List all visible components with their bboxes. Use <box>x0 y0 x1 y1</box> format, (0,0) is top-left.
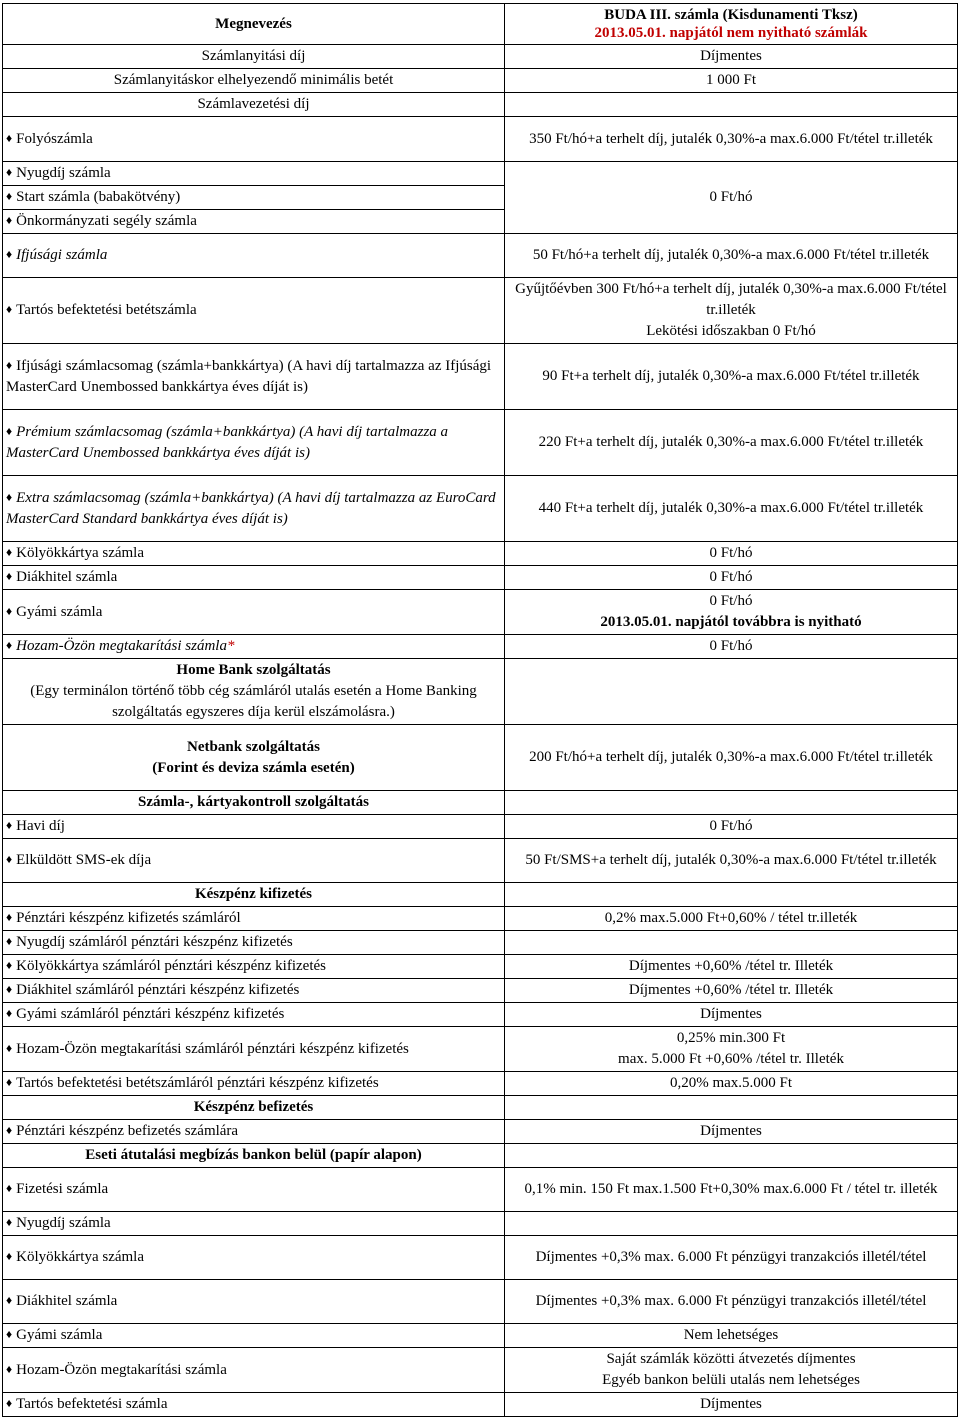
table-row <box>3 93 958 117</box>
row-value: 50 Ft/SMS+a terhelt díj, jutalék 0,30%-a max.6.000 Ft/tétel tr.illeték <box>505 839 958 883</box>
row-section-title: Készpénz kifizetés <box>3 883 505 907</box>
row-label-cell <box>3 725 505 791</box>
row-value: 0,25% min.300 Ft <box>676 1030 786 1046</box>
row-value <box>505 1144 958 1168</box>
table-row <box>3 566 958 590</box>
row-value: Díjmentes +0,3% max. 6.000 Ft pénzügyi tranzakciós illetél/tétel <box>505 1280 958 1324</box>
row-label: ♦ Prémium számlacsomag (számla+bankkártya) (A havi díj tartalmazza a MasterCard Unembossed bankkártya éves díját is) <box>3 410 505 476</box>
row-value: 440 Ft+a terhelt díj, jutalék 0,30%-a max.6.000 Ft/tétel tr.illeték <box>505 476 958 542</box>
row-label: ♦ Elküldött SMS-ek díja <box>3 839 505 883</box>
table-row <box>3 117 958 162</box>
row-value: Díjmentes +0,3% max. 6.000 Ft pénzügyi tranzakciós illetél/tétel <box>505 1236 958 1280</box>
row-value <box>505 1212 958 1236</box>
table-row <box>3 659 958 725</box>
table-row <box>3 931 958 955</box>
table-row <box>3 1280 958 1324</box>
row-value: 0,1% min. 150 Ft max.1.500 Ft+0,30% max.6.000 Ft / tétel tr. illeték <box>505 1168 958 1212</box>
row-value: 200 Ft/hó+a terhelt díj, jutalék 0,30%-a max.6.000 Ft/tétel tr.illeték <box>505 725 958 791</box>
row-label: ♦ Ifjúsági számla <box>3 234 505 278</box>
table-row <box>3 186 958 210</box>
row-value: 0,2% max.5.000 Ft+0,60% / tétel tr.illeték <box>505 907 958 931</box>
row-value <box>505 210 958 234</box>
row-label: ♦ Havi díj <box>3 815 505 839</box>
row-label-cell <box>3 635 505 659</box>
account-title: BUDA III. számla (Kisdunamenti Tksz) <box>604 7 858 23</box>
table-row <box>3 234 958 278</box>
row-label: Számlavezetési díj <box>3 93 505 117</box>
row-label: ♦ Önkormányzati segély számla <box>3 210 505 234</box>
row-label: ♦ Gyámi számláról pénztári készpénz kifizetés <box>3 1003 505 1027</box>
header-account-cell <box>505 4 958 45</box>
row-label: ♦ Tartós befektetési betétszámláról pénztári készpénz kifizetés <box>3 1072 505 1096</box>
row-value-secondary: Egyéb bankon belüli utalás nem lehetséges <box>602 1372 860 1388</box>
row-value: Saját számlák közötti átvezetés díjmentes <box>606 1351 856 1367</box>
row-label-cell <box>3 659 505 725</box>
row-label: (Forint és deviza számla esetén) <box>152 759 355 776</box>
table-row <box>3 410 958 476</box>
row-value <box>505 659 958 725</box>
table-row <box>3 542 958 566</box>
row-label: ♦ Tartós befektetési számla <box>3 1393 505 1417</box>
row-label: ♦ Nyugdíj számláról pénztári készpénz kifizetés <box>3 931 505 955</box>
table-row <box>3 1236 958 1280</box>
row-value: 1 000 Ft <box>505 69 958 93</box>
row-label: ♦ Diákhitel számla <box>3 1280 505 1324</box>
table-row <box>3 1003 958 1027</box>
table-row <box>3 1348 958 1393</box>
row-value: 90 Ft+a terhelt díj, jutalék 0,30%-a max.6.000 Ft/tétel tr.illeték <box>505 344 958 410</box>
row-label: ♦ Extra számlacsomag (számla+bankkártya) (A havi díj tartalmazza az EuroCard MasterCard Standard bankkártya éves díját is) <box>3 476 505 542</box>
table-row <box>3 979 958 1003</box>
row-value: Díjmentes <box>505 1120 958 1144</box>
row-label: ♦ Nyugdíj számla <box>3 162 505 186</box>
table-row <box>3 725 958 791</box>
row-value-secondary: max. 5.000 Ft +0,60% /tétel tr. Illeték <box>618 1051 844 1067</box>
row-value: Díjmentes <box>505 45 958 69</box>
row-value-cell <box>505 1348 958 1393</box>
row-label: ♦ Kölyökkártya számla <box>3 1236 505 1280</box>
row-value: Gyűjtőévben 300 Ft/hó+a terhelt díj, jutalék 0,30%-a max.6.000 Ft/tétel tr.illeték <box>515 281 947 318</box>
row-value: 0 Ft/hó <box>505 566 958 590</box>
row-section-title: Home Bank szolgáltatás <box>176 662 331 678</box>
row-label: ♦ Hozam-Özön megtakarítási számláról pénztári készpénz kifizetés <box>3 1027 505 1072</box>
row-value <box>505 93 958 117</box>
row-label: ♦ Folyószámla <box>3 117 505 162</box>
footnote-star: * <box>226 638 235 654</box>
row-value: Díjmentes <box>505 1003 958 1027</box>
row-value-secondary: Lekötési időszakban 0 Ft/hó <box>646 323 816 339</box>
row-label: Hozam-Özön megtakarítási számla <box>16 638 227 654</box>
header-name-cell: Megnevezés <box>3 4 505 45</box>
table-row <box>3 839 958 883</box>
row-value: 0 Ft/hó <box>505 542 958 566</box>
table-row <box>3 1144 958 1168</box>
row-label: ♦ Kölyökkártya számláról pénztári készpénz kifizetés <box>3 955 505 979</box>
table-row <box>3 635 958 659</box>
row-value <box>505 1096 958 1120</box>
row-label: ♦ Hozam-Özön megtakarítási számla <box>3 1348 505 1393</box>
row-value: 220 Ft+a terhelt díj, jutalék 0,30%-a max.6.000 Ft/tétel tr.illeték <box>505 410 958 476</box>
table-row <box>3 1027 958 1072</box>
row-value: 50 Ft/hó+a terhelt díj, jutalék 0,30%-a max.6.000 Ft/tétel tr.illeték <box>505 234 958 278</box>
fee-table <box>2 3 958 1417</box>
row-value-cell <box>505 590 958 635</box>
row-value <box>505 931 958 955</box>
row-section-title: Készpénz befizetés <box>3 1096 505 1120</box>
row-label: ♦ Gyámi számla <box>3 590 505 635</box>
row-value: Nem lehetséges <box>505 1324 958 1348</box>
table-row <box>3 1096 958 1120</box>
table-header <box>3 4 958 45</box>
row-label: ♦ Diákhitel számla <box>3 566 505 590</box>
table-row <box>3 955 958 979</box>
row-label: ♦ Pénztári készpénz befizetés számlára <box>3 1120 505 1144</box>
table-row <box>3 162 958 186</box>
row-label: ♦ Fizetési számla <box>3 1168 505 1212</box>
row-value-cell <box>505 1027 958 1072</box>
row-value: 350 Ft/hó+a terhelt díj, jutalék 0,30%-a max.6.000 Ft/tétel tr.illeték <box>505 117 958 162</box>
row-label: ♦ Diákhitel számláról pénztári készpénz kifizetés <box>3 979 505 1003</box>
table-row <box>3 45 958 69</box>
row-label: Számlanyitáskor elhelyezendő minimális betét <box>3 69 505 93</box>
row-value-note: 2013.05.01. napjától továbbra is nyitható <box>600 614 862 630</box>
row-label: ♦ Start számla (babakötvény) <box>3 186 505 210</box>
row-section-title: Számla-, kártyakontroll szolgáltatás <box>3 791 505 815</box>
row-label: ♦ Ifjúsági számlacsomag (számla+bankkártya) (A havi díj tartalmazza az Ifjúsági MasterCard Unembossed bankkártya éves díját is) <box>3 344 505 410</box>
table-row <box>3 590 958 635</box>
row-label: ♦ Pénztári készpénz kifizetés számláról <box>3 907 505 931</box>
table-row <box>3 1324 958 1348</box>
table-row <box>3 907 958 931</box>
table-row <box>3 210 958 234</box>
row-label: Számlanyitási díj <box>3 45 505 69</box>
row-value <box>505 883 958 907</box>
row-value <box>505 791 958 815</box>
row-value: 0 Ft/hó <box>709 593 753 609</box>
account-subtitle: 2013.05.01. napjától nem nyitható számlák <box>594 25 868 41</box>
row-label: (Egy terminálon történő több cég számláról utalás esetén a Home Banking szolgáltatás egyszeres díja kerül elszámolásra.) <box>30 683 477 720</box>
row-value <box>505 162 958 186</box>
table-row <box>3 1393 958 1417</box>
table-row <box>3 69 958 93</box>
table-row <box>3 344 958 410</box>
row-value-cell <box>505 278 958 344</box>
row-value: Díjmentes +0,60% /tétel tr. Illeték <box>505 955 958 979</box>
table-row <box>3 1168 958 1212</box>
row-section-title: Eseti átutalási megbízás bankon belül (papír alapon) <box>3 1144 505 1168</box>
table-row <box>3 815 958 839</box>
table-row <box>3 791 958 815</box>
row-label: ♦ Kölyökkártya számla <box>3 542 505 566</box>
table-row <box>3 1212 958 1236</box>
table-row <box>3 476 958 542</box>
row-label: ♦ Tartós befektetési betétszámla <box>3 278 505 344</box>
row-value: 0 Ft/hó <box>505 815 958 839</box>
row-label: ♦ Nyugdíj számla <box>3 1212 505 1236</box>
row-value: Díjmentes +0,60% /tétel tr. Illeték <box>505 979 958 1003</box>
row-label: ♦ Gyámi számla <box>3 1324 505 1348</box>
row-value: 0,20% max.5.000 Ft <box>505 1072 958 1096</box>
row-value: Díjmentes <box>505 1393 958 1417</box>
row-value: 0 Ft/hó <box>505 635 958 659</box>
table-row <box>3 278 958 344</box>
table-row <box>3 883 958 907</box>
row-value: 0 Ft/hó <box>505 186 958 210</box>
row-section-title: Netbank szolgáltatás <box>187 738 320 755</box>
table-row <box>3 1120 958 1144</box>
table-row <box>3 1072 958 1096</box>
